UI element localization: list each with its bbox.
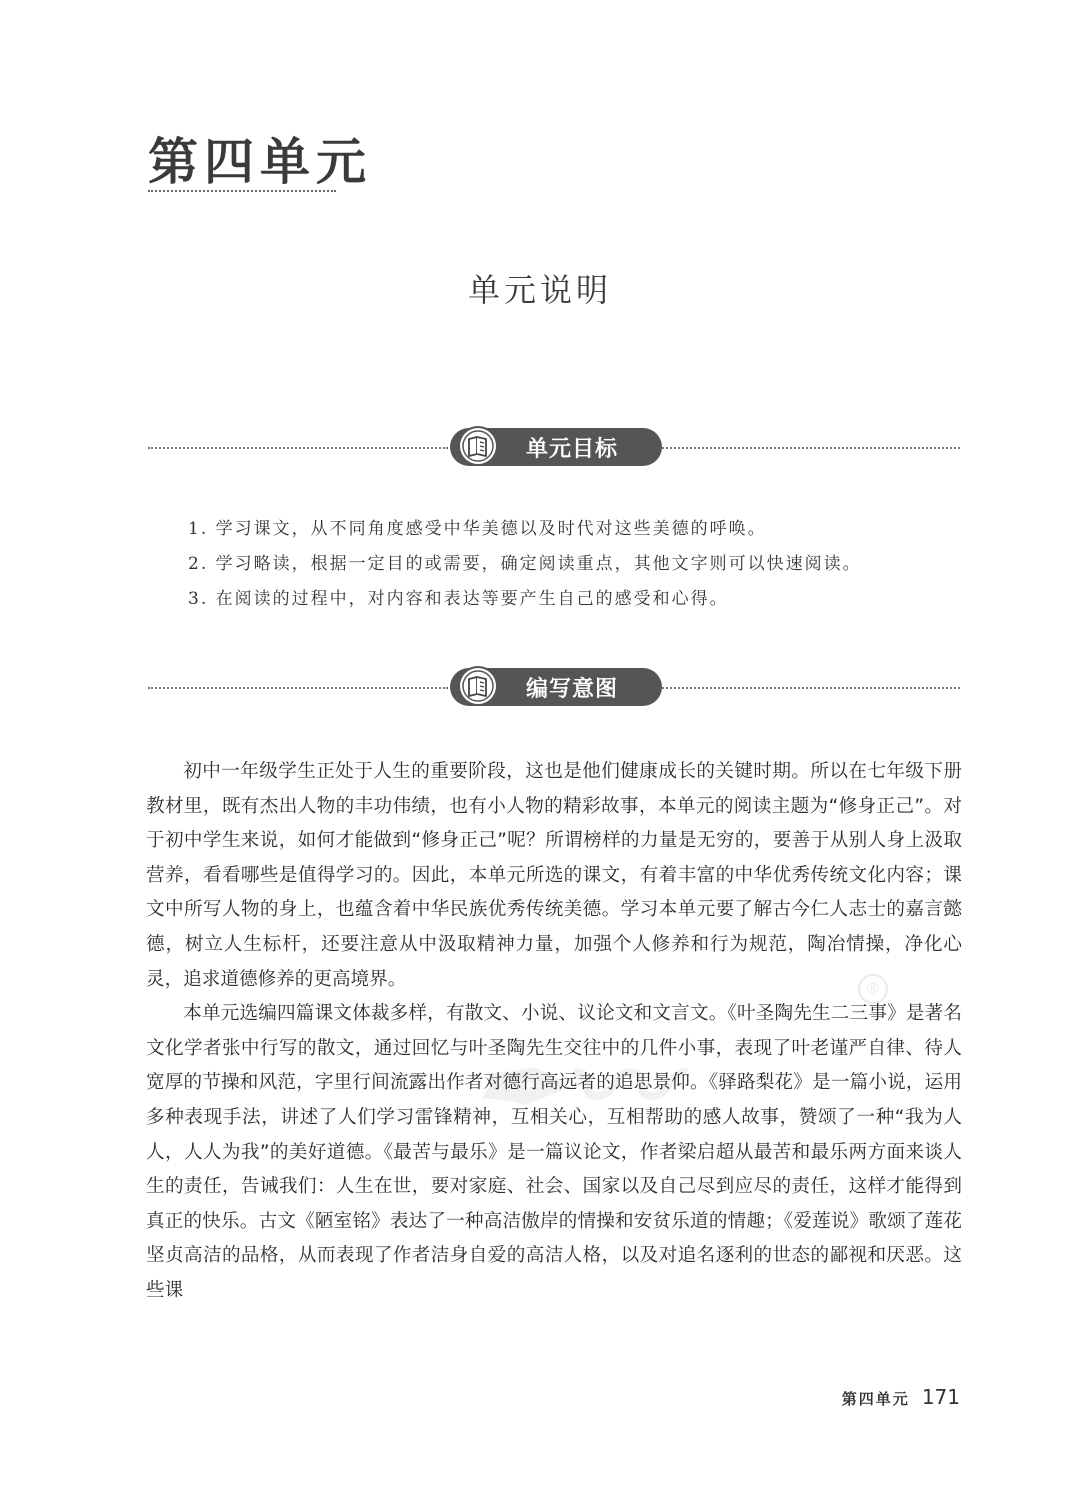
page-footer bbox=[842, 1385, 960, 1409]
body-paragraph: 本单元选编四篇课文体裁多样，有散文、小说、议论文和文言文。《叶圣陶先生二三事》是著名文化学者张中行写的散文，通过回忆与叶圣陶先生交往中的几件小事，表现了叶老谨严自律、待人宽厚的节操和风范，字里行间流露出作者对德行高远者的追思景仰。《驿路梨花》是一篇小说，运用多种表现手法，讲述了人们学习雷锋精神，互相关心，互相帮助的感人故事，赞颂了一种“我为人人，人人为我”的美好道德。《最苦与最乐》是一篇议论文，作者梁启超从最苦和最乐两方面来谈人生的责任，告诫我们：人生在世，要对家庭、社会、国家以及自己尽到应尽的责任，这样才能得到真正的快乐。古文《陋室铭》表达了一种高洁傲岸的情操和安贫乐道的情趣；《爱莲说》歌颂了莲花坚贞高洁的品格，从而表现了作者洁身自爱的高洁人格，以及对追名逐利的世态的鄙视和厌恶。这些课 bbox=[146, 1003, 962, 1301]
intent-pill bbox=[450, 668, 662, 706]
goal-item: 2. 学习略读，根据一定目的或需要，确定阅读重点，其他文字则可以快速阅读。 bbox=[188, 554, 862, 574]
book-icon bbox=[456, 664, 500, 708]
page-number: 171 bbox=[921, 1385, 960, 1409]
goal-item: 3. 在阅读的过程中，对内容和表达等要产生自己的感受和心得。 bbox=[188, 589, 729, 609]
goals-list bbox=[188, 512, 968, 617]
unit-title: 第四单元 bbox=[148, 132, 372, 191]
body-paragraph: 初中一年级学生正处于人生的重要阶段，这也是他们健康成长的关键时期。所以在七年级下册教材里，既有杰出人物的丰功伟绩，也有小人物的精彩故事，本单元的阅读主题为“修身正己”。对于初中学生来说，如何才能做到“修身正己”呢？所谓榜样的力量是无穷的，要善于从别人身上汲取营养，看看哪些是值得学习的。因此，本单元所选的课文，有着丰富的中华优秀传统文化内容；课文中所写人物的身上，也蕴含着中华民族优秀传统美德。学习本单元要了解古今仁人志士的嘉言懿德，树立人生标杆，还要注意从中汲取精神力量，加强个人修养和行为规范，陶冶情操，净化心灵，追求道德修养的更高境界。 bbox=[146, 761, 962, 990]
banner-divider-right bbox=[662, 447, 960, 449]
intent-label: 编写意图 bbox=[526, 676, 619, 702]
unit-title-underline bbox=[148, 190, 336, 192]
intent-body bbox=[146, 755, 962, 1309]
intent-banner bbox=[148, 668, 960, 708]
footer-unit-label: 第四单元 bbox=[841, 1390, 910, 1408]
book-icon bbox=[456, 424, 500, 468]
banner-divider-left bbox=[148, 447, 448, 449]
goals-pill bbox=[450, 428, 662, 466]
goals-label: 单元目标 bbox=[526, 436, 619, 462]
goals-banner bbox=[148, 428, 960, 468]
publisher-watermark: ✒〰 bbox=[470, 1023, 673, 1152]
registered-mark: ® bbox=[858, 974, 888, 1004]
goal-item: 1. 学习课文，从不同角度感受中华美德以及时代对这些美德的呼唤。 bbox=[188, 519, 767, 539]
banner-divider-right bbox=[662, 687, 960, 689]
banner-divider-left bbox=[148, 687, 448, 689]
section-heading: 单元说明 bbox=[467, 271, 612, 309]
